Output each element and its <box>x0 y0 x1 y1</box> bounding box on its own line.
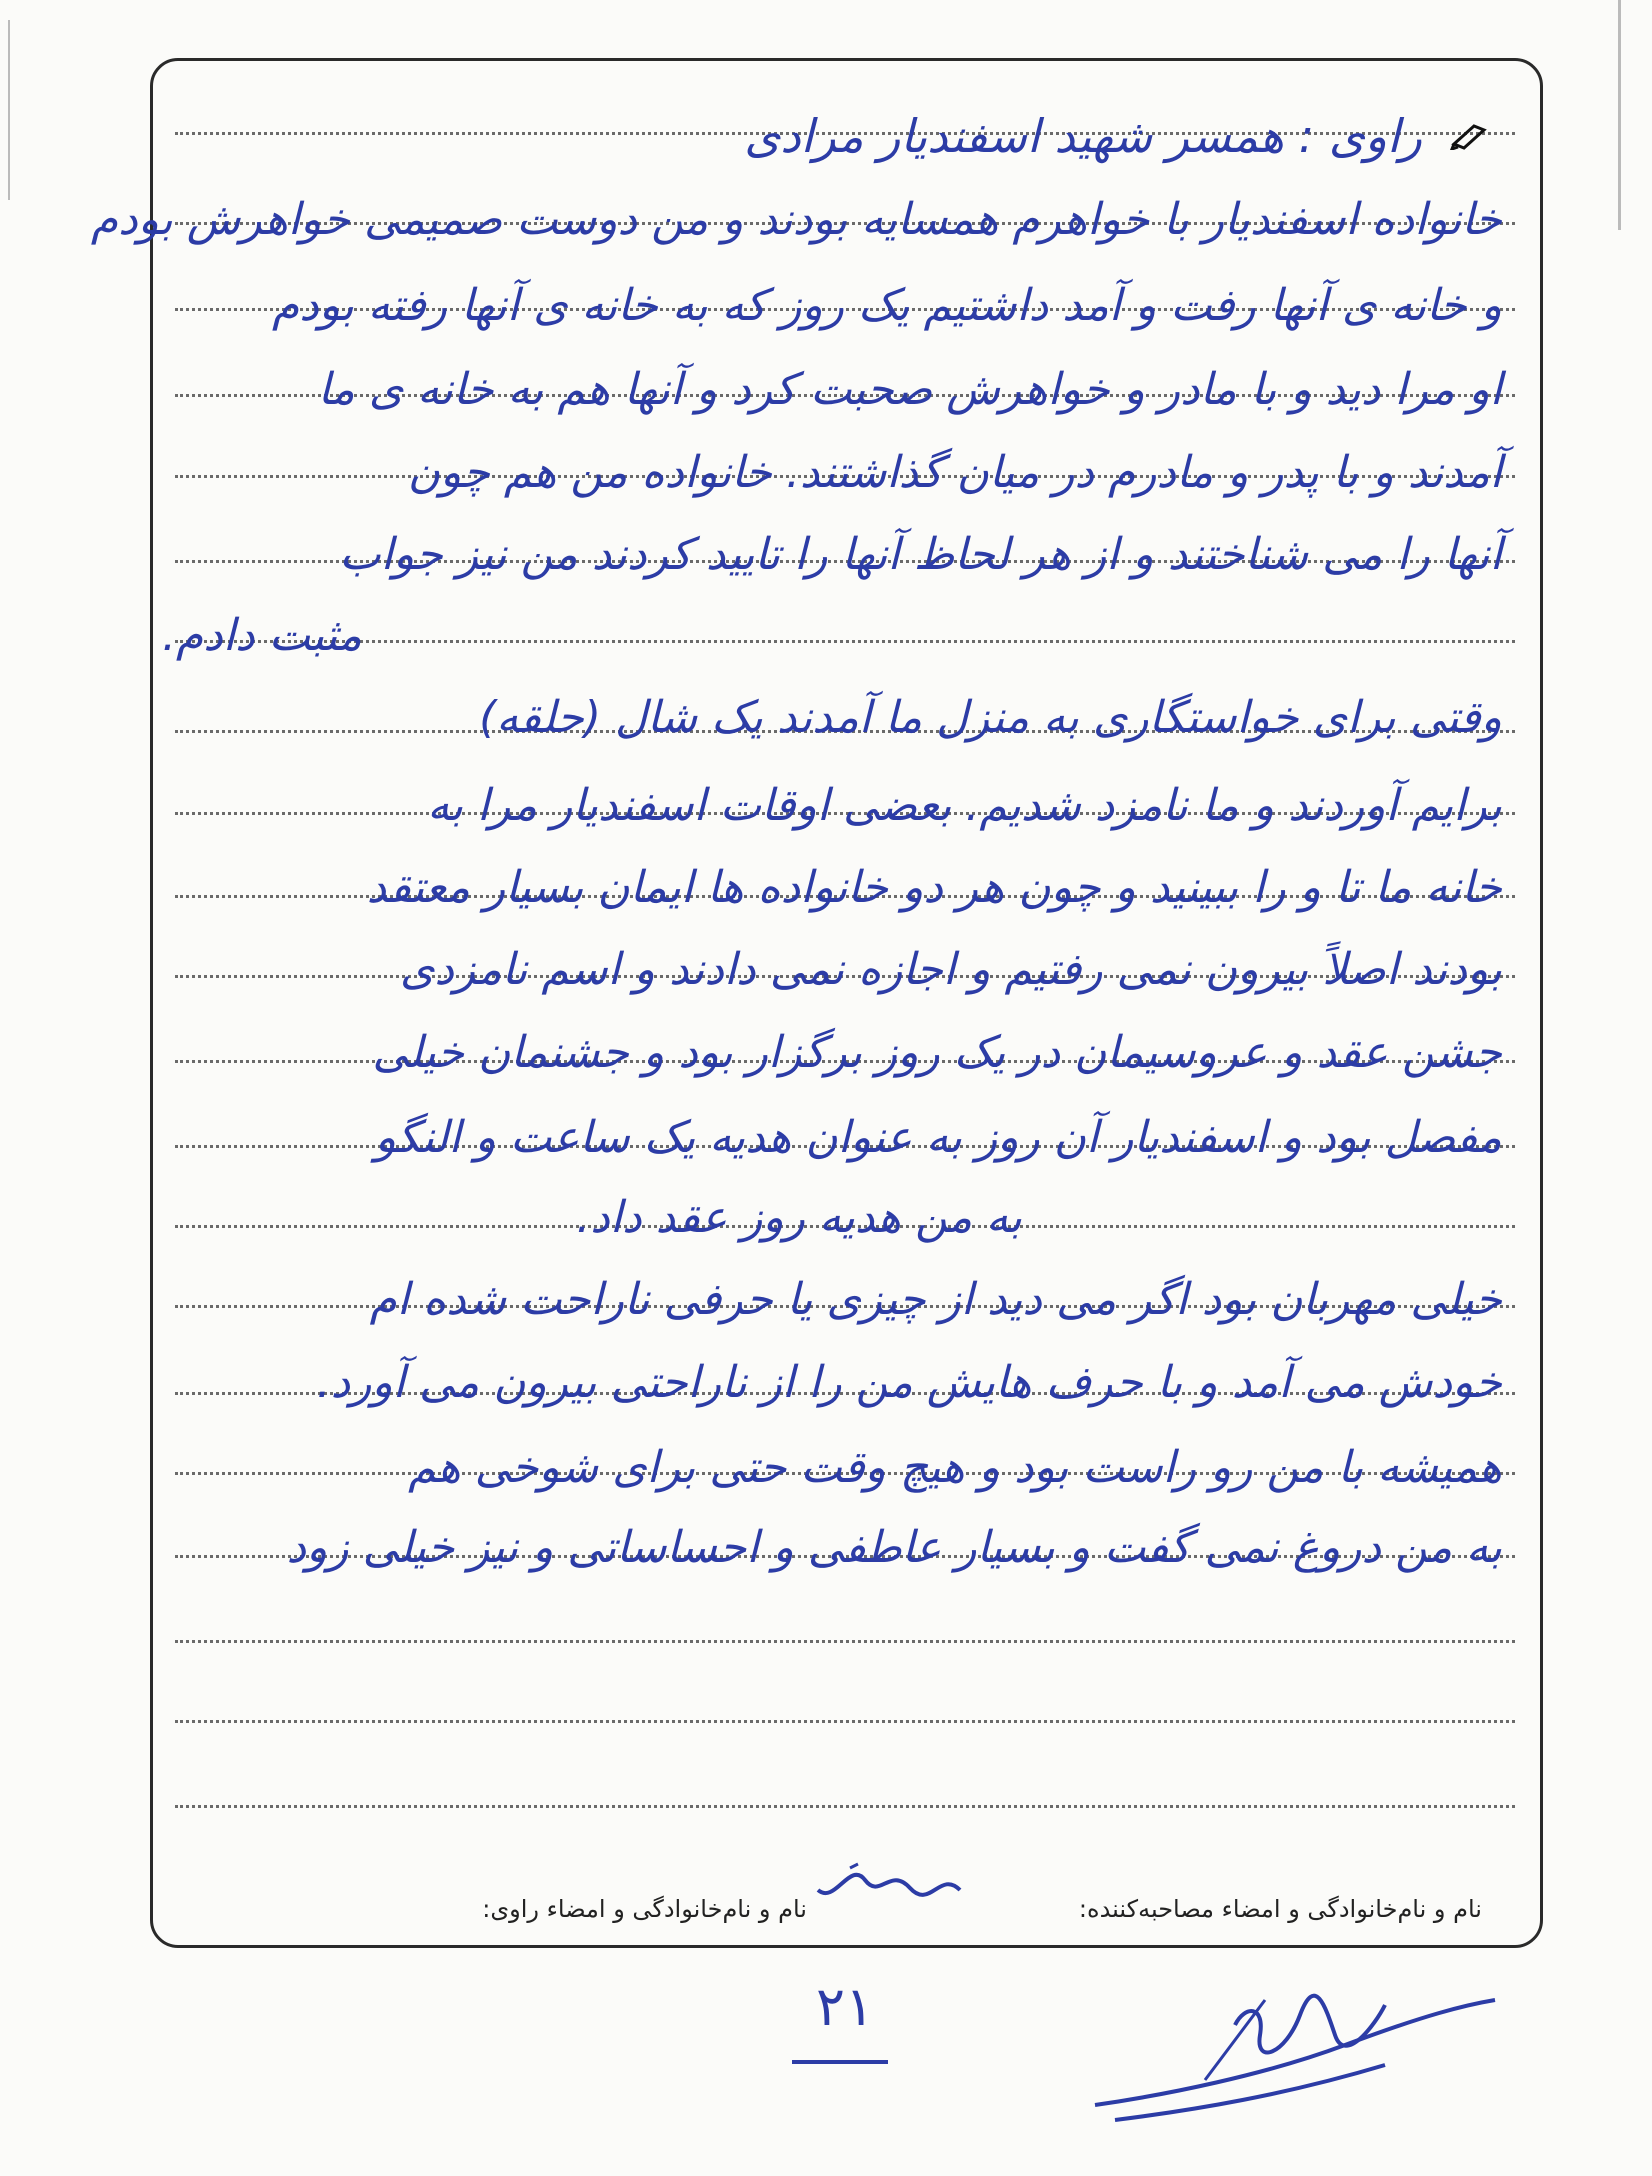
page-number: ۲۱ <box>815 1975 874 2038</box>
text-line: به من دروغ نمی گفت و بسیار عاطفی و احساساتی و نیز خیلی زود <box>286 1522 1502 1573</box>
text-line: آمدند و با پدر و مادرم در میان گذاشتند. خانواده من هم چون <box>407 447 1502 498</box>
narrator-signature-label: نام و نام‌خانوادگی و امضاء راوی: <box>482 1895 807 1923</box>
text-line: خانواده اسفندیار با خواهرم همسایه بودند و من دوست صمیمی خواهرش بودم <box>90 194 1502 245</box>
ruled-line <box>175 1720 1515 1723</box>
text-line: خانه ما تا و را ببینید و چون هر دو خانواده ها ایمان بسیار معتقد <box>366 862 1502 913</box>
page-frame <box>150 58 1543 1948</box>
text-line: خودش می آمد و با حرف هایش من را از ناراحتی بیرون می آورد. <box>316 1357 1502 1408</box>
narrator-heading: راوی : همسر شهید اسفندیار مرادی <box>744 109 1422 163</box>
text-line: خیلی مهربان بود اگر می دید از چیزی یا حرفی ناراحت شده ام <box>369 1274 1502 1325</box>
text-line: جشن عقد و عروسیمان در یک روز برگزار بود و جشنمان خیلی <box>372 1027 1502 1078</box>
scan-margin-mark <box>1618 0 1621 230</box>
text-line: او مرا دید و با مادر و خواهرش صحبت کرد و آنها هم به خانه ی ما <box>317 364 1502 415</box>
ruled-line <box>175 640 1515 643</box>
text-line: وقتی برای خواستگاری به منزل ما آمدند یک شال (حلقه) <box>479 692 1502 743</box>
page-number-underline <box>790 2058 890 2066</box>
text-line: به من هدیه روز عقد داد. <box>576 1192 1022 1243</box>
interviewer-signature-label: نام و نام‌خانوادگی و امضاء مصاحبه‌کننده: <box>1078 1895 1482 1923</box>
text-line: برایم آوردند و ما نامزد شدیم. بعضی اوقات اسفندیار مرا به <box>427 780 1502 831</box>
text-line: همیشه با من رو راست بود و هیچ وقت حتی برای شوخی هم <box>408 1442 1502 1493</box>
pen-icon <box>1450 120 1490 150</box>
text-line: بودند اصلاً بیرون نمی رفتیم و اجازه نمی دادند و اسم نامزدی <box>399 944 1502 995</box>
text-line: مفصل بود و اسفندیار آن روز به عنوان هدیه یک ساعت و النگو <box>374 1112 1502 1163</box>
text-line: و خانه ی آنها رفت و آمد داشتیم یک روز که به خانه ی آنها رفته بودم <box>272 280 1502 331</box>
ruled-line <box>175 1805 1515 1808</box>
signature-icon <box>1085 1985 1505 2155</box>
scan-margin-mark <box>8 20 10 200</box>
text-line: آنها را می شناختند و از هر لحاظ آنها را تایید کردند من نیز جواب <box>339 529 1502 580</box>
signature-icon <box>810 1860 970 1920</box>
ruled-line <box>175 1640 1515 1643</box>
text-line: مثبت دادم. <box>162 610 362 661</box>
